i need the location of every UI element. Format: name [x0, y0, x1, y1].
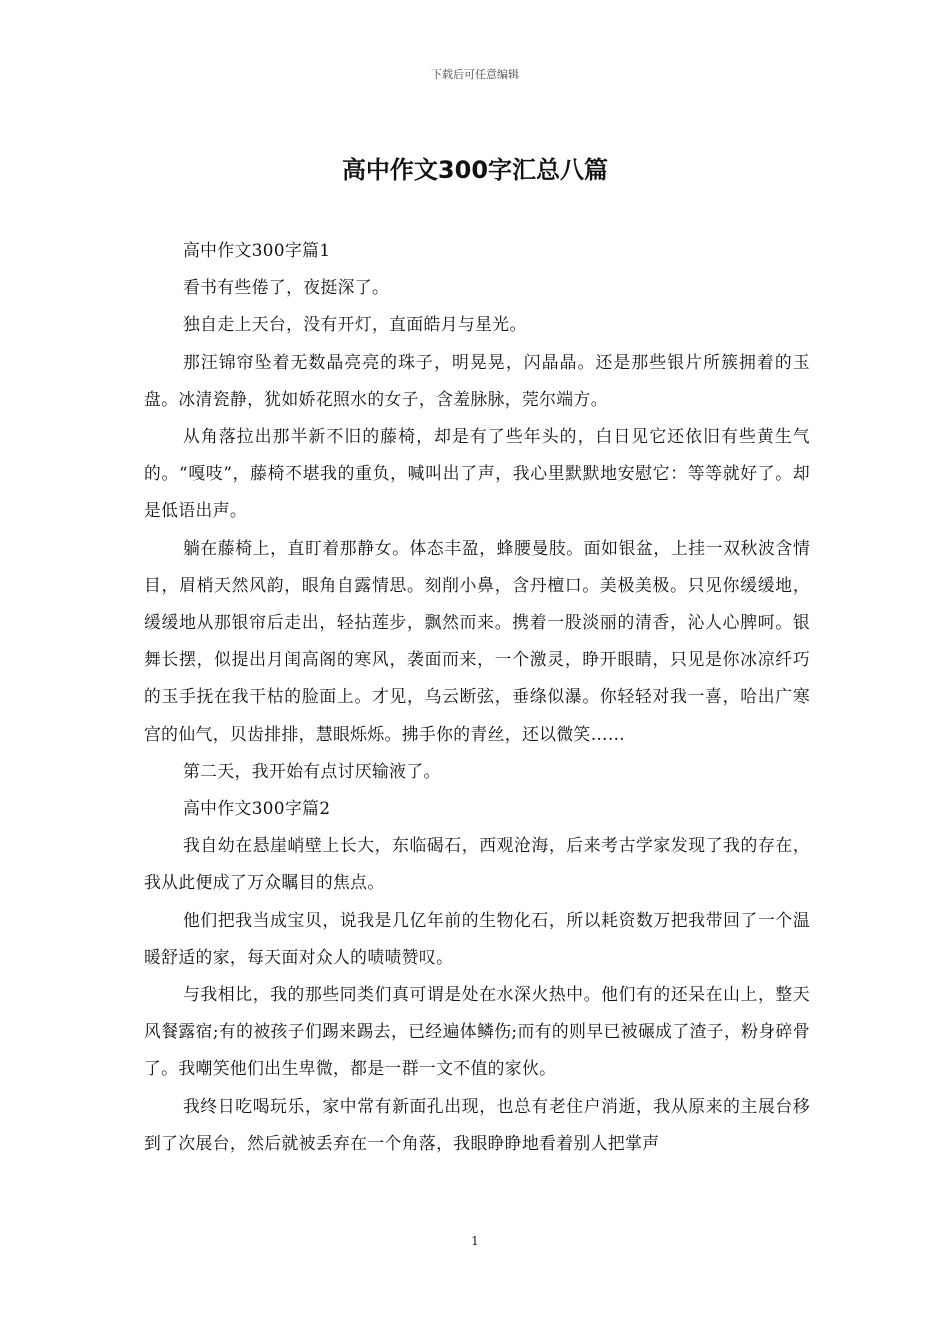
body-paragraph: 看书有些倦了，夜挺深了。 — [183, 277, 390, 298]
section-heading: 高中作文300字篇1 — [183, 240, 331, 260]
body-paragraph: 与我相比，我的那些同类们真可谓是处在水深火热中。他们有的还呆在山上，整天风餐露宿;有的被孩子们踢来踢去，已经遍体鳞伤;而有的则早已被碾成了渣子，粉身碎骨了。我嘲笑他们出生卑微，都是一群一文不值的家伙。 — [144, 984, 810, 1079]
body-paragraph: 第二天，我开始有点讨厌输液了。 — [183, 760, 441, 781]
body-paragraph: 独自走上天台，没有开灯，直面皓月与星光。 — [183, 314, 527, 335]
document-body — [144, 232, 810, 1162]
body-paragraph: 我自幼在悬崖峭壁上长大，东临碣石，西观沧海，后来考古学家发现了我的存在，我从此便成了万众瞩目的焦点。 — [144, 835, 810, 893]
body-paragraph: 他们把我当成宝贝，说我是几亿年前的生物化石，所以耗资数万把我带回了一个温暖舒适的家，每天面对众人的啧啧赞叹。 — [144, 909, 810, 967]
body-paragraph: 我终日吃喝玩乐，家中常有新面孔出现，也总有老住户消逝，我从原来的主展台移到了次展台，然后就被丢弃在一个角落，我眼睁睁地看着别人把掌声 — [144, 1095, 810, 1153]
page-number: 1 — [471, 1234, 479, 1248]
document-title: 高中作文300字汇总八篇 — [341, 156, 609, 184]
section-heading: 高中作文300字篇2 — [183, 798, 331, 819]
body-paragraph: 躺在藤椅上，直盯着那静女。体态丰盈，蜂腰曼肢。面如银盆，上挂一双秋波含情目，眉梢天然风韵，眼角自露情思。刻削小鼻，含丹檀口。美极美极。只见你缓缓地，缓缓地从那银帘后走出，轻拈莲步，飘然而来。携着一股淡丽的清香，沁人心脾呵。银舞长摆，似提出月闺高阁的寒风，袭面而来，一个激灵，睁开眼睛，只见是你冰凉纤巧的玉手抚在我干枯的脸面上。才见，乌云断弦，垂绦似瀑。你轻轻对我一喜，哈出广寒宫的仙气，贝齿排排，慧眼烁烁。拂手你的青丝，还以微笑…… — [144, 537, 810, 744]
body-paragraph: 从角落拉出那半新不旧的藤椅，却是有了些年头的，白日见它还依旧有些黄生气的。“嘎吱”，藤椅不堪我的重负，喊叫出了声，我心里默默地安慰它：等等就好了。却是低语出声。 — [144, 426, 810, 521]
body-paragraph: 那汪锦帘坠着无数晶亮亮的珠子，明晃晃，闪晶晶。还是那些银片所簇拥着的玉盘。冰清瓷静，犹如娇花照水的女子，含羞脉脉，莞尔端方。 — [144, 351, 810, 409]
page-header-note: 下载后可任意编辑 — [431, 68, 519, 81]
